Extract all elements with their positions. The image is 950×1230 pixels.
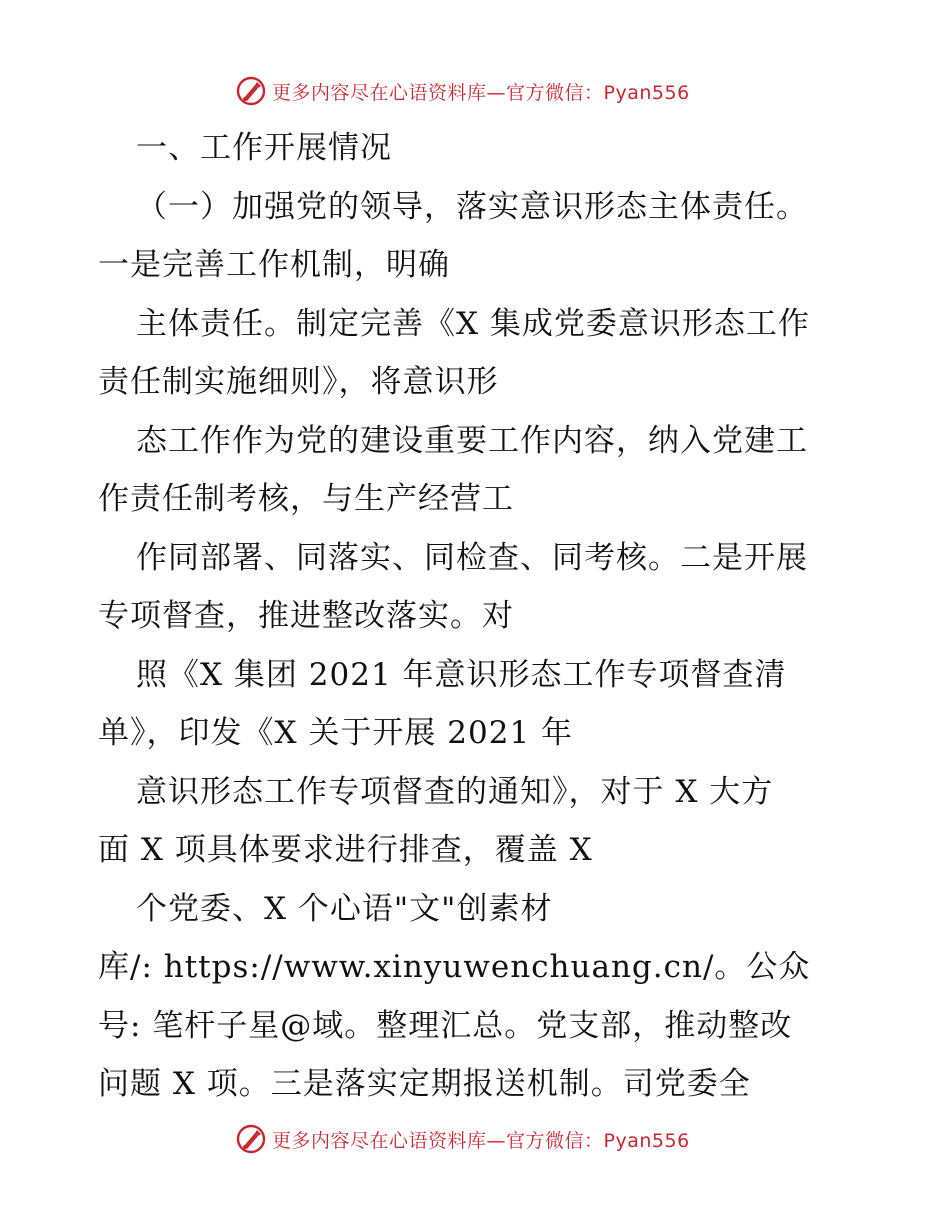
paragraph-line: 作同部署、同落实、同检查、同考核。二是开展 [136,540,808,576]
paragraph-line: 面 X 项具体要求进行排查，覆盖 X [98,832,593,868]
paragraph-line: 单》，印发《X 关于开展 2021 年 [98,715,574,751]
section-heading: 一、工作开展情况 [136,130,392,166]
paragraph-line: 专项督查，推进整改落实。对 [98,598,514,634]
footer-watermark [236,1122,690,1156]
paragraph-line: 一是完善工作机制，明确 [98,247,450,283]
watermark-text: 更多内容尽在心语资料库—官方微信：Pyan556 [272,81,690,104]
paragraph-line: 责任制实施细则》，将意识形 [98,364,499,400]
paragraph-line: 库/: https://www.xinyuwenchuang.cn/。公众 [98,949,811,985]
paragraph-line: 照《X 集团 2021 年意识形态工作专项督查清 [136,657,787,693]
pen-logo-icon [236,76,266,106]
paragraph-line: 问题 X 项。三是落实定期报送机制。司党委全 [98,1066,751,1102]
watermark-text: 更多内容尽在心语资料库—官方微信：Pyan556 [272,1129,690,1152]
paragraph-line: 作责任制考核，与生产经营工 [98,481,514,517]
paragraph-line: （一）加强党的领导，落实意识形态主体责任。 [136,189,808,225]
paragraph-line: 态工作作为党的建设重要工作内容，纳入党建工 [136,423,808,459]
paragraph-line: 主体责任。制定完善《X 集成党委意识形态工作 [136,306,810,342]
paragraph-line: 号: 笔杆子星@域。整理汇总。党支部，推动整改 [98,1008,793,1044]
header-watermark [236,74,690,108]
paragraph-line: 意识形态工作专项督查的通知》，对于 X 大方 [136,774,774,810]
paragraph-line: 个党委、X 个心语"文"创素材 [136,891,553,927]
pen-logo-icon [236,1124,266,1154]
